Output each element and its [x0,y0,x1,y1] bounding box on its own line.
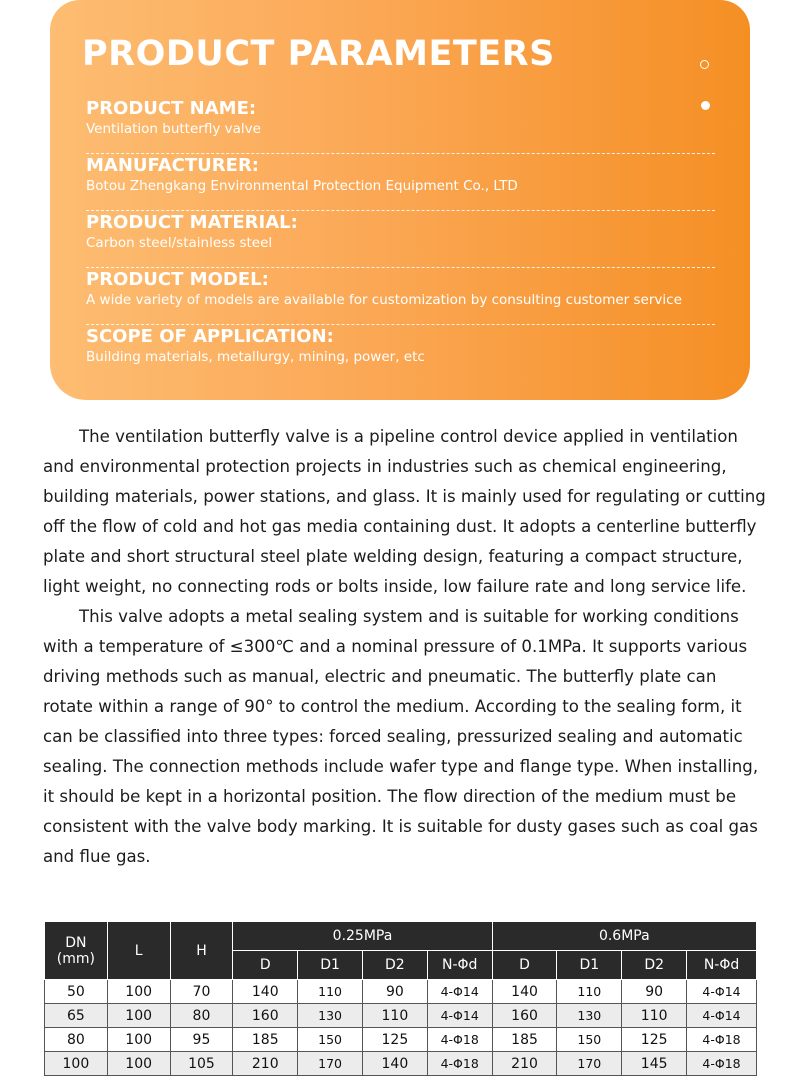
table-cell: 4-Φ14 [427,1004,492,1028]
table-row [45,1028,757,1052]
table-cell: 130 [298,1004,363,1028]
param-label: MANUFACTURER: [86,155,260,176]
parameter-list [86,97,715,382]
table-cell: 185 [492,1028,557,1052]
header-dn [45,922,108,980]
param-product-name [86,97,715,154]
table-cell: 4-Φ18 [427,1028,492,1052]
table-cell: 185 [233,1028,298,1052]
dimension-table [44,921,757,1076]
table-cell: 100 [107,980,170,1004]
table-cell: 150 [557,1028,622,1052]
table-cell: 50 [45,980,108,1004]
table-cell: 65 [45,1004,108,1028]
table-row [45,980,757,1004]
header-l: L [107,922,170,980]
table-cell: 4-Φ18 [687,1052,757,1076]
table-cell: 170 [298,1052,363,1076]
card-title: PRODUCT PARAMETERS [82,34,555,74]
header-sub: D2 [362,951,427,980]
table-cell: 90 [362,980,427,1004]
table-cell: 80 [45,1028,108,1052]
param-value: Building materials, metallurgy, mining, power, etc [86,349,425,365]
header-group-0-25mpa: 0.25MPa [233,922,492,951]
table-cell: 110 [362,1004,427,1028]
table-cell: 140 [492,980,557,1004]
table-cell: 170 [557,1052,622,1076]
table-cell: 140 [233,980,298,1004]
table-cell: 125 [362,1028,427,1052]
table-cell: 160 [233,1004,298,1028]
table-cell: 100 [107,1052,170,1076]
table-cell: 4-Φ14 [427,980,492,1004]
table-cell: 130 [557,1004,622,1028]
table-cell: 140 [362,1052,427,1076]
table-cell: 70 [170,980,233,1004]
header-sub: N-Φd [687,951,757,980]
header-h: H [170,922,233,980]
param-label: PRODUCT MATERIAL: [86,212,298,233]
product-description [43,422,768,872]
param-product-model [86,268,715,325]
table-cell: 125 [622,1028,687,1052]
table-cell: 4-Φ18 [427,1052,492,1076]
table-cell: 105 [170,1052,233,1076]
table-cell: 100 [107,1028,170,1052]
param-manufacturer [86,154,715,211]
param-label: SCOPE OF APPLICATION: [86,326,334,347]
header-sub: D [492,951,557,980]
param-label: PRODUCT MODEL: [86,269,269,290]
hollow-dot-icon [700,60,709,69]
table-cell: 110 [557,980,622,1004]
table-row [45,1004,757,1028]
description-paragraph: This valve adopts a metal sealing system and is suitable for working conditions with a temperature of ≤300℃ and a nominal pressure of 0.1MPa. It supports various driving methods such as manual, electric and pneumatic. The butterfly plate can rotate within a range of 90° to control the medium. According to the sealing form, it can be classified into three types: forced sealing, pressurized sealing and automatic sealing. The connection methods include wafer type and flange type. When installing, it should be kept in a horizontal position. The flow direction of the medium must be consistent with the valve body marking. It is suitable for dusty gases such as coal gas and flue gas. [43,607,759,866]
param-value: Carbon steel/stainless steel [86,235,273,251]
table-cell: 100 [107,1004,170,1028]
header-dn-label: DN [65,934,87,951]
header-sub: D1 [298,951,363,980]
table-cell: 80 [170,1004,233,1028]
table-cell: 210 [492,1052,557,1076]
header-sub: D2 [622,951,687,980]
param-value: Ventilation butterfly valve [86,121,261,137]
header-sub: N-Φd [427,951,492,980]
header-sub: D [233,951,298,980]
table-cell: 210 [233,1052,298,1076]
table-cell: 4-Φ14 [687,980,757,1004]
table-cell: 90 [622,980,687,1004]
table-cell: 95 [170,1028,233,1052]
table-cell: 145 [622,1052,687,1076]
product-parameters-card [50,0,750,400]
header-dn-unit: (mm) [56,950,95,967]
param-value: Botou Zhengkang Environmental Protection Equipment Co., LTD [86,178,518,194]
table-cell: 110 [622,1004,687,1028]
table-cell: 4-Φ18 [687,1028,757,1052]
table-cell: 110 [298,980,363,1004]
header-group-0-6mpa: 0.6MPa [492,922,756,951]
param-value: A wide variety of models are available for customization by consulting customer service [86,292,682,308]
table-cell: 150 [298,1028,363,1052]
param-label: PRODUCT NAME: [86,98,257,119]
param-product-material [86,211,715,268]
description-paragraph: The ventilation butterfly valve is a pipeline control device applied in ventilation and environmental protection projects in industries such as chemical engineering, building materials, power stations, and glass. It is mainly used for regulating or cutting off the flow of cold and hot gas media containing dust. It adopts a centerline butterfly plate and short structural steel plate welding design, featuring a compact structure, light weight, no connecting rods or bolts inside, low failure rate and long service life. [43,427,766,596]
table-cell: 160 [492,1004,557,1028]
table-row [45,1052,757,1076]
header-sub: D1 [557,951,622,980]
param-scope-of-application [86,325,715,382]
table-cell: 4-Φ14 [687,1004,757,1028]
table-cell: 100 [45,1052,108,1076]
